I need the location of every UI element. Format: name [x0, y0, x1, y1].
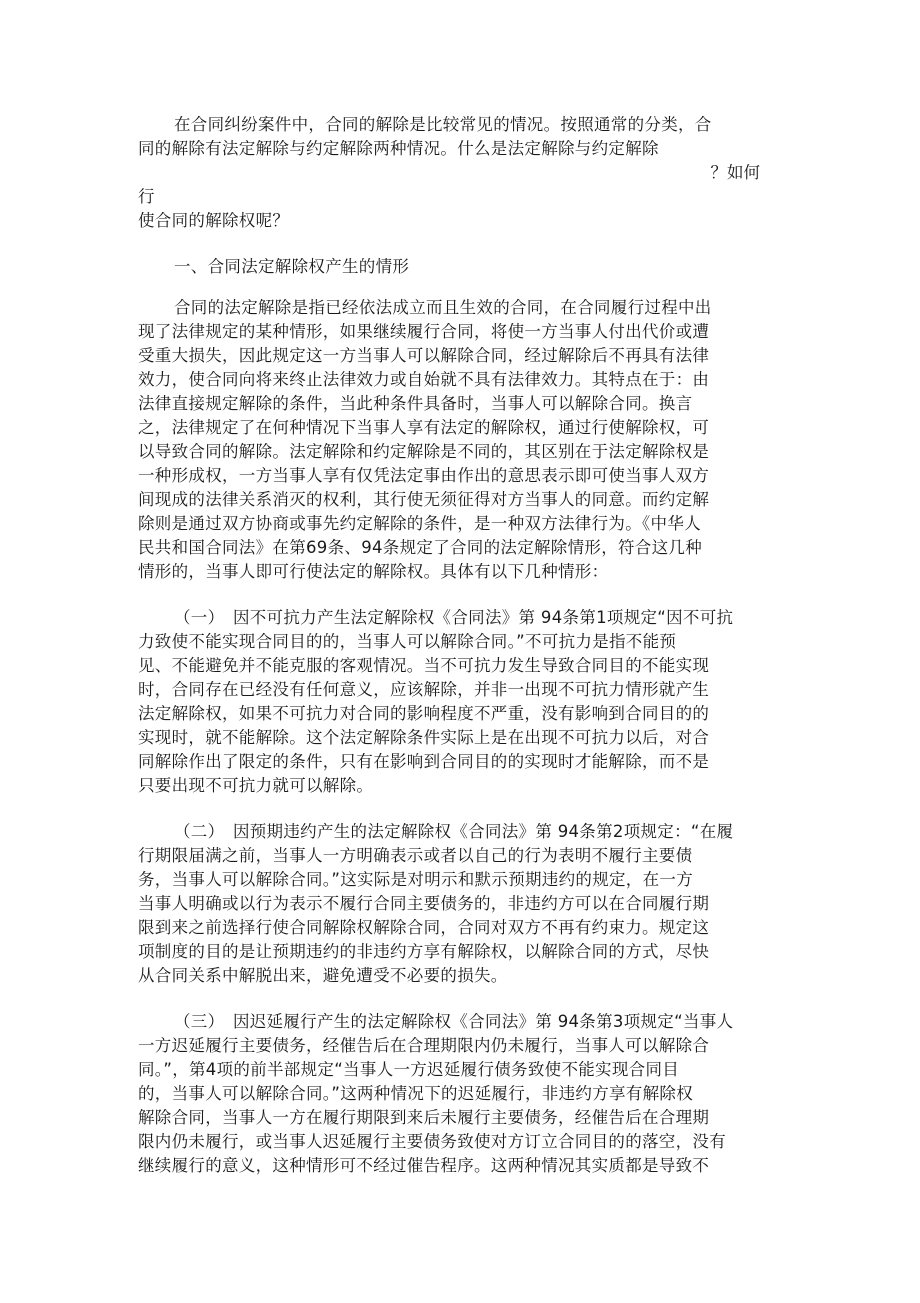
para1-line: 情形的，当事人即可行使法定的解除权。具体有以下几种情形： [138, 562, 609, 581]
para2-line: 同解除作出了限定的条件，只有在影响到合同目的的实现时才能解除，而不是 [138, 752, 710, 771]
para4-line: 一方迟延履行主要债务，经催告后在合理期限内仍未履行，当事人可以解除合 [138, 1036, 710, 1055]
para4-line: 限内仍未履行，或当事人迟延履行主要债务致使对方订立合同目的的落空，没有 [138, 1132, 726, 1151]
para1-line: 民共和国合同法》在第69条、94条规定了合同的法定解除情形，符合这几种 [138, 538, 702, 557]
intro-line-4: 使合同的解除权呢？ [138, 211, 290, 230]
para3-line: 项制度的目的是让预期违约的非违约方享有解除权，以解除合同的方式，尽快 [138, 942, 710, 961]
intro-line-2-tail: ？如何 [710, 163, 760, 182]
para1-line: 法律直接规定解除的条件，当此种条件具备时，当事人可以解除合同。换言 [138, 394, 693, 413]
para4-line: 的，当事人可以解除合同。”这两种情况下的迟延履行，非违约方享有解除权 [138, 1084, 693, 1103]
para3-line: 当事人明确或以行为表示不履行合同主要债务的，非违约方可以在合同履行期 [138, 894, 710, 913]
intro-line-2: 同的解除有法定解除与约定解除两种情况。什么是法定解除与约定解除 [138, 139, 659, 158]
para2-line: 见、不能避免并不能克服的客观情况。当不可抗力发生导致合同目的不能实现 [138, 656, 710, 675]
para1-line: 除则是通过双方协商或事先约定解除的条件，是一种双方法律行为。《中华人 [138, 514, 701, 533]
intro-line-3: 行 [138, 187, 155, 206]
para3-line: 行期限届满之前，当事人一方明确表示或者以自己的行为表明不履行主要债 [138, 846, 693, 865]
para1-line: 之，法律规定了在何种情况下当事人享有法定的解除权，通过行使解除权，可 [138, 418, 710, 437]
para4-line: 继续履行的意义，这种情形可不经过催告程序。这两种情况其实质都是导致不 [138, 1156, 710, 1175]
section-heading: 一、合同法定解除权产生的情形 [174, 257, 410, 276]
para1-line: 受重大损失，因此规定这一方当事人可以解除合同，经过解除后不再具有法律 [138, 346, 710, 365]
para2-line: 时，合同存在已经没有任何意义，应该解除，并非一出现不可抗力情形就产生 [138, 680, 710, 699]
para1-line: 效力，使合同向将来终止法律效力或自始就不具有法律效力。其特点在于：由 [138, 370, 710, 389]
para2-line: 力致使不能实现合同目的的，当事人可以解除合同。”不可抗力是指不能预 [138, 632, 677, 651]
para1-line: 以导致合同的解除。法定解除和约定解除是不同的，其区别在于法定解除权是 [138, 442, 710, 461]
para4-line: （三） 因迟延履行产生的法定解除权《合同法》第 94条第3项规定“当事人 [174, 1012, 734, 1031]
para2-line: （一） 因不可抗力产生法定解除权《合同法》第 94条第1项规定“因不可抗 [174, 608, 734, 627]
para1-line: 一种形成权，一方当事人享有仅凭法定事由作出的意思表示即可使当事人双方 [138, 466, 710, 485]
para2-line: 法定解除权，如果不可抗力对合同的影响程度不严重，没有影响到合同目的的 [138, 704, 710, 723]
para2-line: 只要出现不可抗力就可以解除。 [138, 776, 374, 795]
para4-line: 同。”，第4项的前半部规定“当事人一方迟延履行债务致使不能实现合同目 [138, 1060, 680, 1079]
para4-line: 解除合同，当事人一方在履行期限到来后未履行主要债务，经催告后在合理期 [138, 1108, 710, 1127]
para1-line: 合同的法定解除是指已经依法成立而且生效的合同，在合同履行过程中出 [174, 298, 712, 317]
intro-line-1: 在合同纠纷案件中，合同的解除是比较常见的情况。按照通常的分类，合 [174, 115, 712, 134]
para3-line: 务，当事人可以解除合同。”这实际是对明示和默示预期违约的规定，在一方 [138, 870, 693, 889]
para1-line: 现了法律规定的某种情形，如果继续履行合同，将使一方当事人付出代价或遭 [138, 322, 710, 341]
para3-line: （二） 因预期违约产生的法定解除权《合同法》第 94条第2项规定：“在履 [174, 822, 734, 841]
para1-line: 间现成的法律关系消灭的权利，其行使无须征得对方当事人的同意。而约定解 [138, 490, 710, 509]
para3-line: 从合同关系中解脱出来，避免遭受不必要的损失。 [138, 966, 508, 985]
para2-line: 实现时，就不能解除。这个法定解除条件实际上是在出现不可抗力以后，对合 [138, 728, 710, 747]
para3-line: 限到来之前选择行使合同解除权解除合同，合同对双方不再有约束力。规定这 [138, 918, 710, 937]
